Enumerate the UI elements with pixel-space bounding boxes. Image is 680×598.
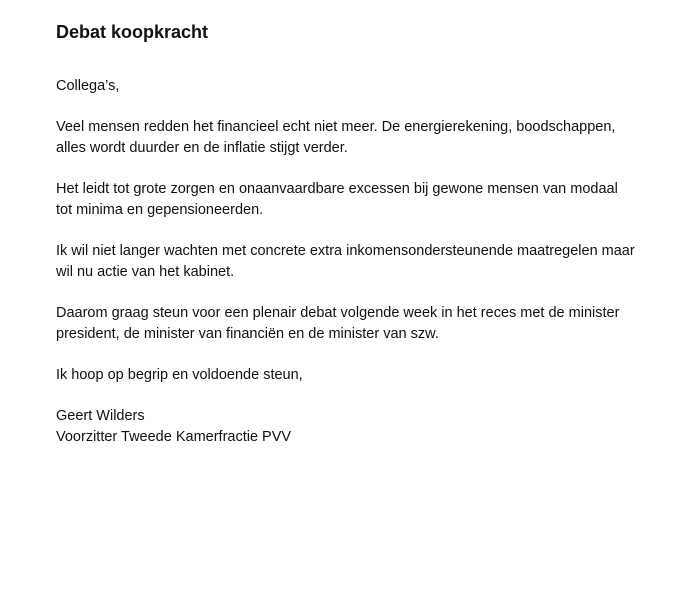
paragraph-4 xyxy=(56,303,656,345)
signature-name: Geert Wilders xyxy=(56,408,145,424)
paragraph-2 xyxy=(56,179,656,221)
paragraph-1 xyxy=(56,117,656,159)
paragraph-3 xyxy=(56,241,656,283)
paragraph-2-line-2: tot minima en gepensioneerden. xyxy=(56,202,264,218)
paragraph-1-line-2: alles wordt duurder en de inflatie stijgt verder. xyxy=(56,140,348,156)
paragraph-3-line-2: wil nu actie van het kabinet. xyxy=(56,264,235,280)
salutation xyxy=(56,76,656,97)
letter-body xyxy=(56,76,656,448)
paragraph-4-line-1: Daarom graag steun voor een plenair debat volgende week in het reces met de minister xyxy=(56,305,620,321)
paragraph-2-line-1: Het leidt tot grote zorgen en onaanvaardbare excessen bij gewone mensen van modaal xyxy=(56,181,618,197)
paragraph-4-line-2: president, de minister van financiën en de minister van szw. xyxy=(56,326,439,342)
signature-role: Voorzitter Tweede Kamerfractie PVV xyxy=(56,429,292,445)
signature-block xyxy=(56,406,656,448)
closing-line xyxy=(56,365,656,386)
paragraph-3-line-1: Ik wil niet langer wachten met concrete extra inkomensondersteunende maatregelen maar xyxy=(56,243,635,259)
paragraph-1-line-1: Veel mensen redden het financieel echt niet meer. De energierekening, boodschappen, xyxy=(56,119,616,135)
closing-line-text: Ik hoop op begrip en voldoende steun, xyxy=(56,367,303,383)
salutation-text: Collega’s, xyxy=(56,78,120,94)
document-title: Debat koopkracht xyxy=(56,22,209,42)
